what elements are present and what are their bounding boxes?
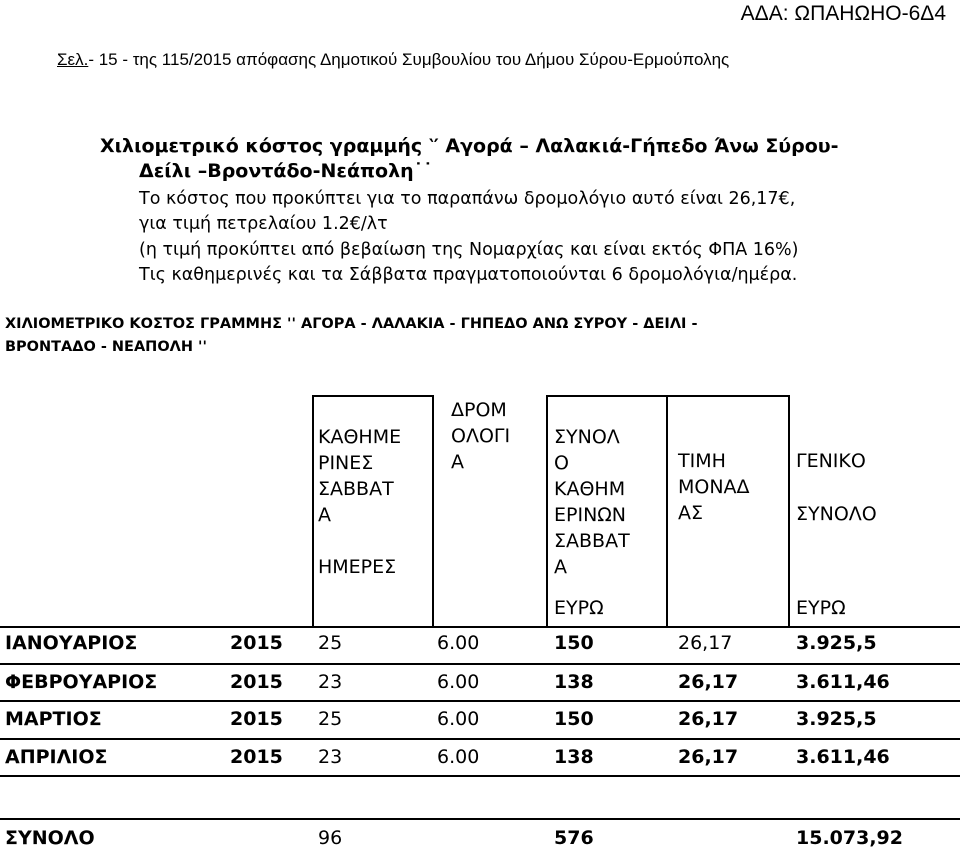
page-reference-text: - 15 - της 115/2015 απόφασης Δημοτικού Συμβουλίου του Δήμου Σύρου-Ερμούπολης (88, 50, 730, 69)
header-total-l6: Α (554, 556, 567, 578)
header-total-l3: ΚΑΘΗΜ (554, 478, 626, 500)
header-total (554, 424, 630, 580)
header-grand-total-1: ΓΕΝΙΚΟ (796, 450, 866, 472)
row-days: 23 (318, 671, 343, 693)
row-month: ΙΑΝΟΥΑΡΙΟΣ (5, 632, 138, 654)
row-month: ΑΠΡΙΛΙΟΣ (5, 746, 108, 768)
summary-label: ΣΥΝΟΛΟ (5, 827, 95, 849)
row-divider-1 (0, 663, 960, 665)
header-currency-total: ΕΥΡΩ (554, 597, 604, 619)
cost-line: Το κόστος που προκύπτει για το παραπάνω δρομολόγιο αυτό είναι 26,17€, (139, 189, 796, 209)
row-total: 138 (554, 671, 594, 693)
row-divider-5 (0, 818, 960, 820)
header-days-l3: ΣΑΒΒΑΤ (318, 478, 394, 500)
row-grand: 3.925,5 (796, 708, 877, 730)
row-year: 2015 (230, 746, 283, 768)
row-routes: 6.00 (437, 708, 480, 730)
summary-grand: 15.073,92 (796, 827, 903, 849)
header-unit-price-l1: ΤΙΜΗ (678, 450, 726, 472)
row-routes: 6.00 (437, 746, 480, 768)
header-routes-l2: ΟΛΟΓΙ (451, 425, 511, 447)
header-total-l1: ΣΥΝΟΛ (554, 426, 620, 448)
header-routes-l3: Α (451, 451, 464, 473)
row-total: 150 (554, 708, 594, 730)
page-reference-prefix: Σελ. (57, 50, 89, 69)
header-days-gap (318, 528, 401, 554)
vat-note-line: (η τιμή προκύπτει από βεβαίωση της Νομαρχίας και είναι εκτός ΦΠΑ 16%) (139, 240, 799, 260)
table-border-top-1 (312, 395, 432, 397)
col-line-2 (432, 395, 434, 626)
row-days: 25 (318, 708, 343, 730)
header-currency-grand: ΕΥΡΩ (796, 597, 846, 619)
row-month: ΜΑΡΤΙΟΣ (5, 708, 102, 730)
header-unit-price-l3: ΑΣ (678, 502, 704, 524)
table-header-divider (0, 626, 960, 628)
caps-title-line-1: ΧΙΛΙΟΜΕΤΡΙΚΟ ΚΟΣΤΟΣ ΓΡΑΜΜΗΣ '' ΑΓΟΡΑ - ΛΑΛΑΚΙΑ - ΓΗΠΕΔΟ ΑΝΩ ΣΥΡΟΥ - ΔΕΙΛΙ - (5, 316, 698, 332)
row-year: 2015 (230, 632, 283, 654)
summary-days: 96 (318, 827, 343, 849)
header-days-l4: Α (318, 504, 331, 526)
caps-title-line-2: ΒΡΟΝΤΑΔΟ - ΝΕΑΠΟΛΗ '' (5, 339, 207, 355)
row-price: 26,17 (678, 746, 739, 768)
header-total-l5: ΣΑΒΒΑΤ (554, 530, 630, 552)
header-total-l2: Ο (554, 452, 569, 474)
header-routes (451, 397, 510, 475)
row-month: ΦΕΒΡΟΥΑΡΙΟΣ (5, 671, 158, 693)
title-line-2: Δείλι –Βροντάδο-Νεάπολη˙˙ (139, 160, 433, 182)
header-routes-l1: ΔΡΟΜ (451, 399, 507, 421)
header-unit-price (678, 448, 750, 526)
row-total: 150 (554, 632, 594, 654)
header-total-l4: ΕΡΙΝΩΝ (554, 504, 627, 526)
header-days (318, 424, 401, 580)
row-price: 26,17 (678, 632, 733, 654)
col-line-3 (546, 395, 548, 626)
header-grand-total-2: ΣΥΝΟΛΟ (796, 503, 877, 525)
header-days-l1: ΚΑΘΗΜΕ (318, 426, 402, 448)
row-grand: 3.611,46 (796, 746, 890, 768)
row-divider-2 (0, 700, 960, 702)
fuel-price-line: για τιμή πετρελαίου 1.2€/λτ (139, 214, 388, 234)
row-year: 2015 (230, 671, 283, 693)
row-total: 138 (554, 746, 594, 768)
ada-code: ΑΔΑ: ΩΠΑΗΩΗΟ-6Δ4 (740, 2, 946, 25)
col-line-1 (312, 395, 314, 626)
col-line-5 (788, 395, 790, 626)
row-year: 2015 (230, 708, 283, 730)
row-days: 25 (318, 632, 343, 654)
row-divider-4 (0, 775, 960, 777)
row-routes: 6.00 (437, 632, 480, 654)
row-grand: 3.611,46 (796, 671, 890, 693)
summary-total: 576 (554, 827, 594, 849)
title-line-1: Χιλιομετρικό κόστος γραμμής ‵′ Αγορά – Λαλακιά-Γήπεδο Άνω Σύρου- (100, 135, 839, 157)
header-unit-price-l2: ΜΟΝΑΔ (678, 476, 750, 498)
col-line-4 (666, 395, 668, 626)
routes-per-day-line: Τις καθημερινές και τα Σάββατα πραγματοποιούνται 6 δρομολόγια/ημέρα. (139, 265, 798, 285)
header-days-l6: ΗΜΕΡΕΣ (318, 556, 397, 578)
row-routes: 6.00 (437, 671, 480, 693)
page-reference (57, 50, 729, 70)
row-price: 26,17 (678, 708, 739, 730)
row-days: 23 (318, 746, 343, 768)
row-price: 26,17 (678, 671, 739, 693)
row-grand: 3.925,5 (796, 632, 877, 654)
header-days-l2: ΡΙΝΕΣ (318, 452, 374, 474)
row-divider-3 (0, 738, 960, 740)
